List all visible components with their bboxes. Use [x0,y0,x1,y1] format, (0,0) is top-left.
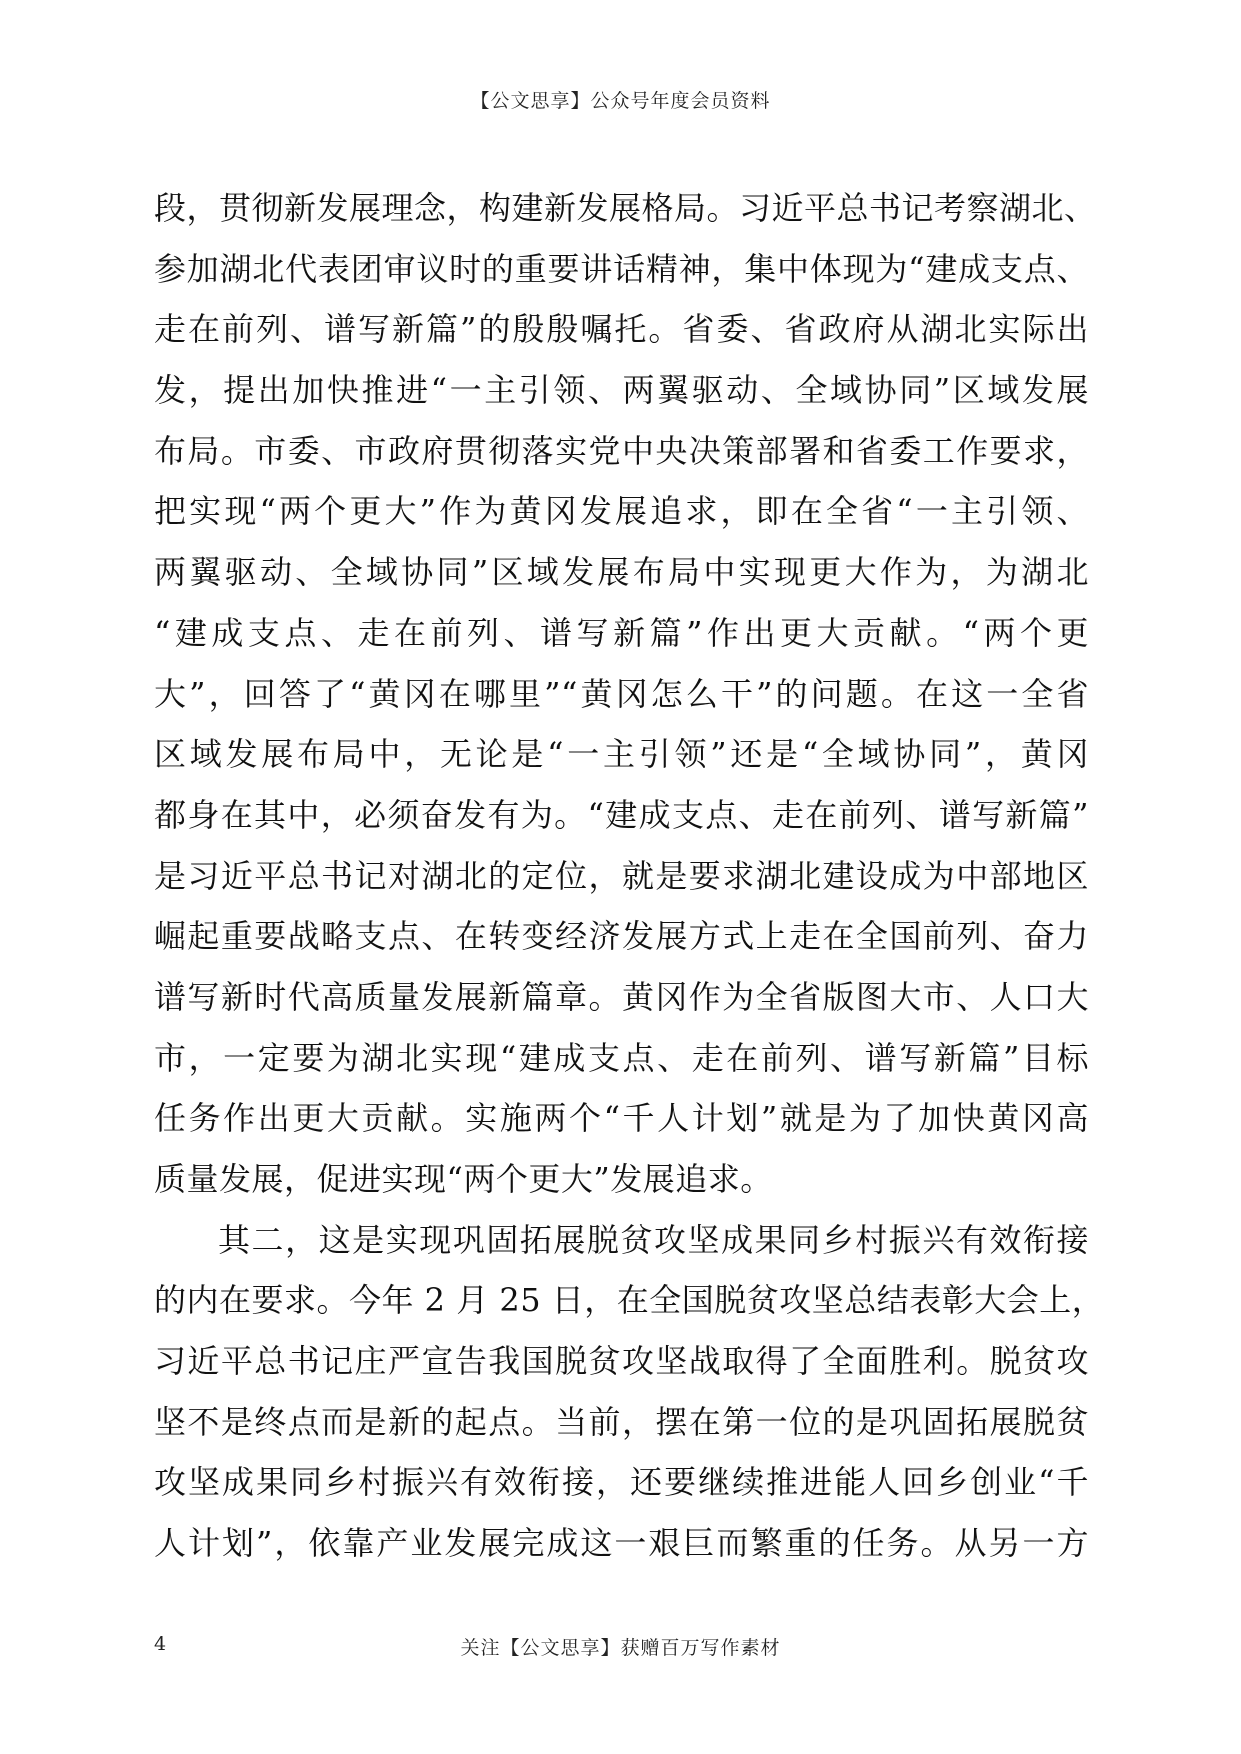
text-line: 两翼驱动、全域协同”区域发展布局中实现更大作为，为湖北 [154,553,1089,592]
text-line: 是习近平总书记对湖北的定位，就是要求湖北建设成为中部地区 [154,856,1089,895]
text-line: 市，一定要为湖北实现“建成支点、走在前列、谱写新篇”目标 [154,1038,1089,1077]
document-body [154,178,1105,1574]
text-line: 习近平总书记庄严宣告我国脱贫攻坚战取得了全面胜利。脱贫攻 [154,1342,1089,1381]
text-line: 其二，这是实现巩固拓展脱贫攻坚成果同乡村振兴有效衔接 [218,1220,1089,1259]
text-line: 布局。市委、市政府贯彻落实党中央决策部署和省委工作要求， [154,431,1089,470]
text-line: 崛起重要战略支点、在转变经济发展方式上走在全国前列、奋力 [154,917,1089,956]
page-footer: 关注【公文思享】获赠百万写作素材 [460,1637,781,1659]
page-header: 【公文思享】公众号年度会员资料 [470,90,771,112]
text-line: 走在前列、谱写新篇”的殷殷嘱托。省委、省政府从湖北实际出 [154,310,1089,349]
text-line: 区域发展布局中，无论是“一主引领”还是“全域协同”，黄冈 [154,735,1089,774]
text-line: 质量发展，促进实现“两个更大”发展追求。 [154,1160,773,1198]
text-line: 发，提出加快推进“一主引领、两翼驱动、全域协同”区域发展 [154,371,1089,410]
text-line: 攻坚成果同乡村振兴有效衔接，还要继续推进能人回乡创业“千 [154,1463,1089,1502]
text-line: 人计划”，依靠产业发展完成这一艰巨而繁重的任务。从另一方 [154,1524,1089,1563]
page-number: 4 [154,1633,167,1655]
paragraph [154,1210,1105,1574]
paragraph [154,178,1097,1210]
text-line: 参加湖北代表团审议时的重要讲话精神，集中体现为“建成支点、 [154,249,1089,288]
text-line: 坚不是终点而是新的起点。当前，摆在第一位的是巩固拓展脱贫 [154,1402,1089,1441]
text-line: 把实现“两个更大”作为黄冈发展追求，即在全省“一主引领、 [154,492,1089,531]
text-line: 都身在其中，必须奋发有为。“建成支点、走在前列、谱写新篇” [154,795,1089,834]
text-line: 任务作出更大贡献。实施两个“千人计划”就是为了加快黄冈高 [154,1099,1089,1138]
text-line: 大”，回答了“黄冈在哪里”“黄冈怎么干”的问题。在这一全省 [154,674,1089,713]
text-line: “建成支点、走在前列、谱写新篇”作出更大贡献。“两个更 [154,613,1089,652]
text-line: 段，贯彻新发展理念，构建新发展格局。习近平总书记考察湖北、 [154,189,1097,227]
text-line: 谱写新时代高质量发展新篇章。黄冈作为全省版图大市、人口大 [154,977,1089,1016]
text-line: 的内在要求。今年 2 月 25 日，在全国脱贫攻坚总结表彰大会上， [154,1281,1105,1320]
